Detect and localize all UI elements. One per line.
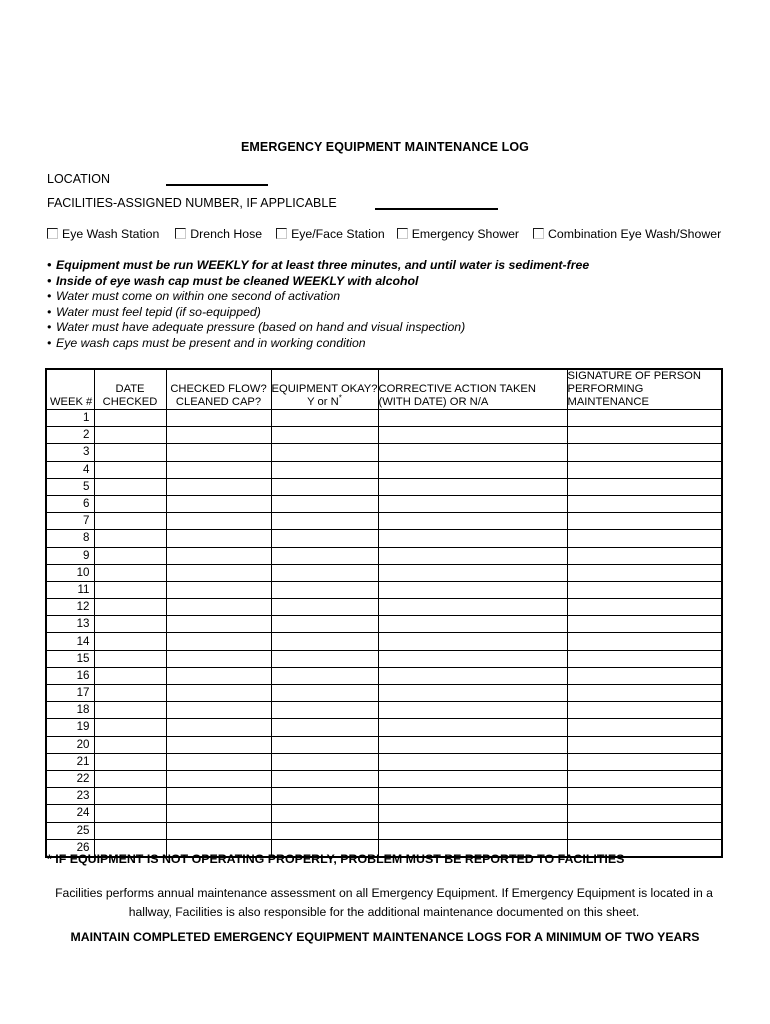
facilities-number-input-line[interactable] bbox=[375, 208, 498, 210]
checked-flow-cell[interactable] bbox=[166, 410, 271, 427]
table-row bbox=[46, 788, 722, 805]
equipment-okay-cell[interactable] bbox=[271, 530, 378, 547]
signature-cell[interactable] bbox=[567, 564, 722, 581]
corrective-action-cell[interactable] bbox=[378, 478, 567, 495]
equipment-okay-cell[interactable] bbox=[271, 650, 378, 667]
corrective-action-cell[interactable] bbox=[378, 633, 567, 650]
equipment-okay-cell[interactable] bbox=[271, 822, 378, 839]
checked-flow-cell[interactable] bbox=[166, 478, 271, 495]
equipment-okay-cell[interactable] bbox=[271, 599, 378, 616]
equipment-checkbox-label: Combination Eye Wash/Shower bbox=[548, 226, 722, 241]
date-checked-cell[interactable] bbox=[94, 736, 166, 753]
signature-cell[interactable] bbox=[567, 495, 722, 512]
table-row bbox=[46, 495, 722, 512]
equipment-okay-cell[interactable] bbox=[271, 616, 378, 633]
instruction-text: Equipment must be run WEEKLY for at least three minutes, and until water is sediment-free bbox=[56, 258, 590, 272]
corrective-action-cell[interactable] bbox=[378, 564, 567, 581]
column-header-signature bbox=[567, 369, 722, 410]
equipment-okay-cell[interactable] bbox=[271, 427, 378, 444]
equipment-okay-cell[interactable] bbox=[271, 633, 378, 650]
corrective-action-cell[interactable] bbox=[378, 788, 567, 805]
column-header-line2: CLEANED CAP? bbox=[175, 396, 262, 408]
date-checked-cell[interactable] bbox=[94, 478, 166, 495]
week-number-cell: 19 bbox=[46, 719, 94, 736]
corrective-action-cell[interactable] bbox=[378, 461, 567, 478]
location-input-line[interactable] bbox=[166, 184, 268, 186]
column-header-checked-flow bbox=[166, 369, 271, 410]
table-row bbox=[46, 427, 722, 444]
date-checked-cell[interactable] bbox=[94, 719, 166, 736]
week-number-cell: 25 bbox=[46, 822, 94, 839]
instruction-item bbox=[47, 258, 727, 274]
signature-cell[interactable] bbox=[567, 770, 722, 787]
corrective-action-cell[interactable] bbox=[378, 530, 567, 547]
checked-flow-cell[interactable] bbox=[166, 667, 271, 684]
corrective-action-cell[interactable] bbox=[378, 805, 567, 822]
equipment-checkbox-label: Drench Hose bbox=[190, 226, 263, 241]
table-row bbox=[46, 581, 722, 598]
signature-cell[interactable] bbox=[567, 410, 722, 427]
signature-cell[interactable] bbox=[567, 478, 722, 495]
signature-cell[interactable] bbox=[567, 719, 722, 736]
date-checked-cell[interactable] bbox=[94, 564, 166, 581]
column-header-line1: SIGNATURE OF PERSON bbox=[567, 370, 701, 382]
table-row bbox=[46, 633, 722, 650]
column-header-line2: (WITH DATE) OR N/A bbox=[378, 396, 489, 408]
table-row bbox=[46, 547, 722, 564]
equipment-okay-cell[interactable] bbox=[271, 788, 378, 805]
equipment-okay-cell[interactable] bbox=[271, 770, 378, 787]
date-checked-cell[interactable] bbox=[94, 427, 166, 444]
checkbox-icon[interactable] bbox=[533, 228, 544, 239]
signature-cell[interactable] bbox=[567, 444, 722, 461]
column-header-line2: CHECKED bbox=[102, 396, 158, 408]
signature-cell[interactable] bbox=[567, 685, 722, 702]
checked-flow-cell[interactable] bbox=[166, 719, 271, 736]
table-header bbox=[46, 369, 722, 410]
checked-flow-cell[interactable] bbox=[166, 530, 271, 547]
corrective-action-cell[interactable] bbox=[378, 427, 567, 444]
corrective-action-cell[interactable] bbox=[378, 719, 567, 736]
week-number-cell: 11 bbox=[46, 581, 94, 598]
signature-cell[interactable] bbox=[567, 547, 722, 564]
table-row bbox=[46, 564, 722, 581]
week-number-cell: 1 bbox=[46, 410, 94, 427]
table-header-row bbox=[46, 369, 722, 410]
date-checked-cell[interactable] bbox=[94, 444, 166, 461]
equipment-okay-cell[interactable] bbox=[271, 581, 378, 598]
table-row bbox=[46, 444, 722, 461]
footer-closing-text: MAINTAIN COMPLETED EMERGENCY EQUIPMENT MAINTENANCE LOGS FOR A MINIMUM OF TWO YEARS bbox=[70, 930, 700, 944]
equipment-checkbox-emergency-shower[interactable] bbox=[397, 227, 519, 241]
date-checked-cell[interactable] bbox=[94, 702, 166, 719]
table-row bbox=[46, 530, 722, 547]
signature-cell[interactable] bbox=[567, 530, 722, 547]
table-row bbox=[46, 736, 722, 753]
equipment-checkbox-combination-eye-wash-shower[interactable] bbox=[533, 227, 721, 241]
checked-flow-cell[interactable] bbox=[166, 753, 271, 770]
week-number-cell: 12 bbox=[46, 599, 94, 616]
date-checked-cell[interactable] bbox=[94, 650, 166, 667]
checked-flow-cell[interactable] bbox=[166, 770, 271, 787]
page-title: EMERGENCY EQUIPMENT MAINTENANCE LOG bbox=[240, 140, 529, 154]
week-number-cell: 6 bbox=[46, 495, 94, 512]
equipment-okay-cell[interactable] bbox=[271, 495, 378, 512]
equipment-okay-cell[interactable] bbox=[271, 736, 378, 753]
date-checked-cell[interactable] bbox=[94, 788, 166, 805]
signature-cell[interactable] bbox=[567, 633, 722, 650]
column-header-date-checked bbox=[94, 369, 166, 410]
week-number-cell: 14 bbox=[46, 633, 94, 650]
date-checked-cell[interactable] bbox=[94, 685, 166, 702]
checkbox-icon[interactable] bbox=[397, 228, 408, 239]
column-header-line1: EQUIPMENT OKAY? bbox=[271, 383, 378, 395]
signature-cell[interactable] bbox=[567, 616, 722, 633]
corrective-action-cell[interactable] bbox=[378, 667, 567, 684]
signature-cell[interactable] bbox=[567, 667, 722, 684]
equipment-checkbox-label: Emergency Shower bbox=[411, 226, 520, 241]
instruction-item bbox=[47, 336, 727, 352]
table-row bbox=[46, 805, 722, 822]
signature-cell[interactable] bbox=[567, 599, 722, 616]
date-checked-cell[interactable] bbox=[94, 633, 166, 650]
checked-flow-cell[interactable] bbox=[166, 788, 271, 805]
instructions-list bbox=[47, 258, 727, 352]
column-header-line1: DATE bbox=[115, 383, 145, 395]
week-number-cell: 7 bbox=[46, 513, 94, 530]
column-header-line2: PERFORMING MAINTENANCE bbox=[567, 383, 649, 408]
signature-cell[interactable] bbox=[567, 805, 722, 822]
signature-cell[interactable] bbox=[567, 702, 722, 719]
equipment-okay-cell[interactable] bbox=[271, 719, 378, 736]
checked-flow-cell[interactable] bbox=[166, 564, 271, 581]
corrective-action-cell[interactable] bbox=[378, 616, 567, 633]
bullet-icon: • bbox=[47, 273, 52, 288]
checked-flow-cell[interactable] bbox=[166, 427, 271, 444]
equipment-okay-cell[interactable] bbox=[271, 513, 378, 530]
checked-flow-cell[interactable] bbox=[166, 461, 271, 478]
signature-cell[interactable] bbox=[567, 650, 722, 667]
week-number-cell: 20 bbox=[46, 736, 94, 753]
date-checked-cell[interactable] bbox=[94, 753, 166, 770]
table-row bbox=[46, 461, 722, 478]
week-number-cell: 23 bbox=[46, 788, 94, 805]
maintenance-log-table-wrap bbox=[45, 368, 721, 858]
week-number-cell: 4 bbox=[46, 461, 94, 478]
checked-flow-cell[interactable] bbox=[166, 547, 271, 564]
instruction-text: Water must have adequate pressure (based on hand and visual inspection) bbox=[56, 320, 466, 335]
checked-flow-cell[interactable] bbox=[166, 685, 271, 702]
date-checked-cell[interactable] bbox=[94, 822, 166, 839]
instruction-item bbox=[47, 289, 727, 305]
checked-flow-cell[interactable] bbox=[166, 599, 271, 616]
equipment-checkbox-eye-face-station[interactable] bbox=[276, 227, 385, 241]
location-label: LOCATION bbox=[47, 172, 110, 186]
week-number-cell: 16 bbox=[46, 667, 94, 684]
checked-flow-cell[interactable] bbox=[166, 616, 271, 633]
date-checked-cell[interactable] bbox=[94, 667, 166, 684]
week-number-cell: 9 bbox=[46, 547, 94, 564]
week-number-cell: 10 bbox=[46, 564, 94, 581]
instruction-item bbox=[47, 320, 727, 336]
date-checked-cell[interactable] bbox=[94, 530, 166, 547]
checked-flow-cell[interactable] bbox=[166, 805, 271, 822]
equipment-okay-cell[interactable] bbox=[271, 461, 378, 478]
week-number-cell: 24 bbox=[46, 805, 94, 822]
equipment-okay-cell[interactable] bbox=[271, 702, 378, 719]
equipment-okay-cell[interactable] bbox=[271, 410, 378, 427]
bullet-icon: • bbox=[47, 304, 52, 319]
table-row bbox=[46, 753, 722, 770]
week-number-cell: 2 bbox=[46, 427, 94, 444]
week-number-cell: 17 bbox=[46, 685, 94, 702]
instruction-text: Eye wash caps must be present and in working condition bbox=[56, 335, 366, 350]
equipment-okay-cell[interactable] bbox=[271, 805, 378, 822]
signature-cell[interactable] bbox=[567, 822, 722, 839]
signature-cell[interactable] bbox=[567, 788, 722, 805]
footnote-text: * IF EQUIPMENT IS NOT OPERATING PROPERLY, PROBLEM MUST BE REPORTED TO FACILITIES bbox=[47, 852, 625, 866]
table-row bbox=[46, 822, 722, 839]
signature-cell[interactable] bbox=[567, 461, 722, 478]
week-number-cell: 5 bbox=[46, 478, 94, 495]
instruction-text: Water must come on within one second of activation bbox=[56, 289, 341, 304]
checked-flow-cell[interactable] bbox=[166, 513, 271, 530]
signature-cell[interactable] bbox=[567, 427, 722, 444]
column-header-corrective-action bbox=[378, 369, 567, 410]
checked-flow-cell[interactable] bbox=[166, 633, 271, 650]
corrective-action-cell[interactable] bbox=[378, 685, 567, 702]
bullet-icon: • bbox=[47, 258, 52, 272]
corrective-action-cell[interactable] bbox=[378, 547, 567, 564]
signature-cell[interactable] bbox=[567, 581, 722, 598]
equipment-okay-cell[interactable] bbox=[271, 478, 378, 495]
bullet-icon: • bbox=[47, 320, 52, 335]
equipment-okay-cell[interactable] bbox=[271, 547, 378, 564]
date-checked-cell[interactable] bbox=[94, 461, 166, 478]
equipment-okay-cell[interactable] bbox=[271, 564, 378, 581]
table-row bbox=[46, 667, 722, 684]
date-checked-cell[interactable] bbox=[94, 495, 166, 512]
table-row bbox=[46, 513, 722, 530]
equipment-okay-cell[interactable] bbox=[271, 753, 378, 770]
corrective-action-cell[interactable] bbox=[378, 513, 567, 530]
column-header-equipment-okay bbox=[271, 369, 378, 410]
checkbox-icon[interactable] bbox=[175, 228, 186, 239]
column-header-week bbox=[46, 369, 94, 410]
checked-flow-cell[interactable] bbox=[166, 822, 271, 839]
week-number-cell: 26 bbox=[46, 839, 94, 857]
week-number-cell: 13 bbox=[46, 616, 94, 633]
bullet-icon: • bbox=[47, 335, 52, 350]
table-row bbox=[46, 702, 722, 719]
corrective-action-cell[interactable] bbox=[378, 444, 567, 461]
instruction-item bbox=[47, 305, 727, 321]
column-header-line2: Y or N* bbox=[307, 393, 342, 408]
date-checked-cell[interactable] bbox=[94, 410, 166, 427]
table-body bbox=[46, 410, 722, 857]
checked-flow-cell[interactable] bbox=[166, 736, 271, 753]
corrective-action-cell[interactable] bbox=[378, 581, 567, 598]
equipment-okay-cell[interactable] bbox=[271, 667, 378, 684]
signature-cell[interactable] bbox=[567, 736, 722, 753]
table-row bbox=[46, 599, 722, 616]
instruction-text: Inside of eye wash cap must be cleaned WEEKLY with alcohol bbox=[56, 273, 419, 288]
date-checked-cell[interactable] bbox=[94, 770, 166, 787]
table-row bbox=[46, 410, 722, 427]
equipment-type-checkbox-row bbox=[47, 226, 747, 241]
corrective-action-cell[interactable] bbox=[378, 650, 567, 667]
checked-flow-cell[interactable] bbox=[166, 495, 271, 512]
equipment-okay-cell[interactable] bbox=[271, 444, 378, 461]
maintenance-log-table bbox=[45, 368, 723, 858]
checked-flow-cell[interactable] bbox=[166, 650, 271, 667]
footer-paragraph: Facilities performs annual maintenance assessment on all Emergency Equipment. If Emergency Equipment is located in a hallway, Facilities is also responsible for the additional maintenance documented on this sheet. bbox=[55, 886, 713, 919]
table-row bbox=[46, 478, 722, 495]
checked-flow-cell[interactable] bbox=[166, 581, 271, 598]
week-number-cell: 3 bbox=[46, 444, 94, 461]
table-row bbox=[46, 770, 722, 787]
week-number-cell: 18 bbox=[46, 702, 94, 719]
corrective-action-cell[interactable] bbox=[378, 599, 567, 616]
signature-cell[interactable] bbox=[567, 753, 722, 770]
week-number-cell: 21 bbox=[46, 753, 94, 770]
column-header-line2: WEEK # bbox=[50, 396, 93, 408]
table-row bbox=[46, 685, 722, 702]
week-number-cell: 22 bbox=[46, 770, 94, 787]
equipment-checkbox-label: Eye Wash Station bbox=[62, 226, 160, 241]
date-checked-cell[interactable] bbox=[94, 581, 166, 598]
asterisk-marker: * bbox=[338, 393, 342, 403]
corrective-action-cell[interactable] bbox=[378, 822, 567, 839]
checkbox-icon[interactable] bbox=[47, 228, 58, 239]
corrective-action-cell[interactable] bbox=[378, 753, 567, 770]
checkbox-icon[interactable] bbox=[276, 228, 287, 239]
signature-cell[interactable] bbox=[567, 513, 722, 530]
corrective-action-cell[interactable] bbox=[378, 770, 567, 787]
equipment-checkbox-eye-wash-station[interactable] bbox=[47, 227, 159, 241]
date-checked-cell[interactable] bbox=[94, 513, 166, 530]
column-header-line1: CHECKED FLOW? bbox=[170, 383, 267, 395]
checked-flow-cell[interactable] bbox=[166, 444, 271, 461]
week-number-cell: 15 bbox=[46, 650, 94, 667]
date-checked-cell[interactable] bbox=[94, 616, 166, 633]
column-header-line1: CORRECTIVE ACTION TAKEN bbox=[378, 383, 536, 395]
date-checked-cell[interactable] bbox=[94, 547, 166, 564]
corrective-action-cell[interactable] bbox=[378, 495, 567, 512]
instruction-text: Water must feel tepid (if so-equipped) bbox=[56, 304, 261, 319]
equipment-okay-cell[interactable] bbox=[271, 685, 378, 702]
table-row bbox=[46, 616, 722, 633]
date-checked-cell[interactable] bbox=[94, 805, 166, 822]
week-number-cell: 8 bbox=[46, 530, 94, 547]
facilities-number-label: FACILITIES-ASSIGNED NUMBER, IF APPLICABLE bbox=[47, 196, 337, 210]
corrective-action-cell[interactable] bbox=[378, 736, 567, 753]
bullet-icon: • bbox=[47, 289, 52, 304]
table-row bbox=[46, 650, 722, 667]
checked-flow-cell[interactable] bbox=[166, 702, 271, 719]
date-checked-cell[interactable] bbox=[94, 599, 166, 616]
corrective-action-cell[interactable] bbox=[378, 702, 567, 719]
corrective-action-cell[interactable] bbox=[378, 410, 567, 427]
equipment-checkbox-drench-hose[interactable] bbox=[175, 227, 262, 241]
instruction-item bbox=[47, 274, 727, 290]
table-row bbox=[46, 719, 722, 736]
equipment-checkbox-label: Eye/Face Station bbox=[291, 226, 385, 241]
